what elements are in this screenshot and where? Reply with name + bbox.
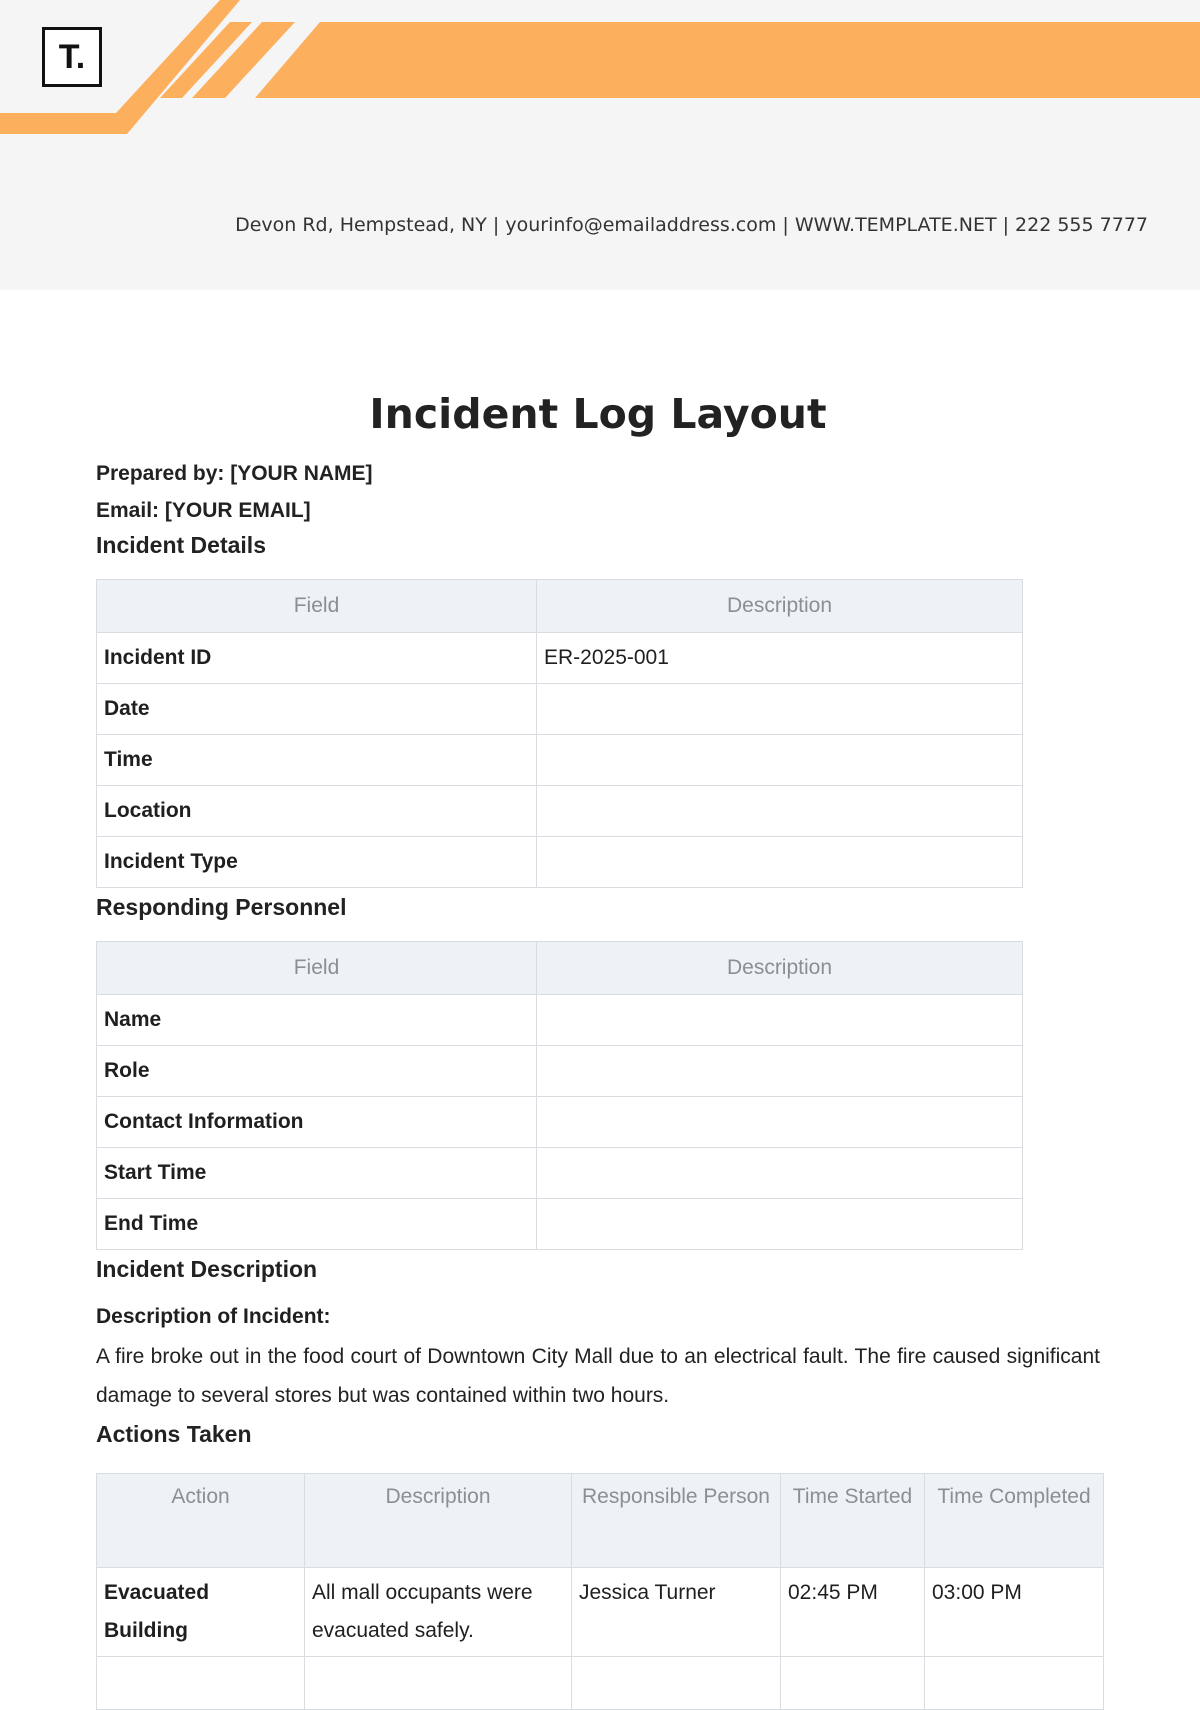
field-cell: Date <box>97 684 537 735</box>
table-header-row <box>97 580 1023 633</box>
value-cell <box>537 684 1023 735</box>
field-cell: Start Time <box>97 1148 537 1199</box>
column-header: Field <box>97 580 537 633</box>
field-cell: Role <box>97 1046 537 1097</box>
value-cell <box>537 735 1023 786</box>
time-completed-cell: 03:00 PM <box>925 1568 1104 1657</box>
value-cell <box>537 1046 1023 1097</box>
column-header: Time Completed <box>925 1474 1104 1568</box>
field-cell: Contact Information <box>97 1097 537 1148</box>
value-cell <box>537 995 1023 1046</box>
table-row <box>97 1046 1023 1097</box>
column-header: Responsible Person <box>572 1474 781 1568</box>
column-header: Field <box>97 942 537 995</box>
table-row <box>97 837 1023 888</box>
prepared-by: Prepared by: [YOUR NAME] <box>96 462 373 485</box>
value-cell <box>537 1148 1023 1199</box>
section-title-actions-taken: Actions Taken <box>96 1421 252 1447</box>
email-line: Email: [YOUR EMAIL] <box>96 499 311 522</box>
time-started-cell: 02:45 PM <box>781 1568 925 1657</box>
field-cell: Name <box>97 995 537 1046</box>
field-cell: Incident ID <box>97 633 537 684</box>
description-cell: All mall occupants were evacuated safely. <box>305 1568 572 1657</box>
table-row <box>97 786 1023 837</box>
logo <box>42 27 102 87</box>
value-cell <box>537 837 1023 888</box>
value-cell <box>537 1097 1023 1148</box>
value-cell <box>537 1199 1023 1250</box>
table-row <box>97 633 1023 684</box>
table-header-row <box>97 942 1023 995</box>
responsible-person-cell: Jessica Turner <box>572 1568 781 1657</box>
description-label: Description of Incident: <box>96 1305 331 1328</box>
document-body <box>96 390 1100 1710</box>
table-row <box>97 995 1023 1046</box>
field-cell: Incident Type <box>97 837 537 888</box>
table-row <box>97 1568 1104 1657</box>
section-title-responding-personnel: Responding Personnel <box>96 894 347 920</box>
document-title: Incident Log Layout <box>369 390 827 438</box>
table-row <box>97 1657 1104 1710</box>
column-header: Action <box>97 1474 305 1568</box>
table-row <box>97 1199 1023 1250</box>
empty-cell <box>781 1657 925 1710</box>
action-cell: Evacuated Building <box>97 1568 305 1657</box>
field-cell: Location <box>97 786 537 837</box>
field-cell: Time <box>97 735 537 786</box>
value-cell <box>537 786 1023 837</box>
table-row <box>97 684 1023 735</box>
value-cell: ER-2025-001 <box>537 633 1023 684</box>
empty-cell <box>97 1657 305 1710</box>
column-header: Description <box>305 1474 572 1568</box>
empty-cell <box>305 1657 572 1710</box>
logo-text: T. <box>58 37 86 76</box>
column-header: Time Started <box>781 1474 925 1568</box>
table-row <box>97 1097 1023 1148</box>
empty-cell <box>925 1657 1104 1710</box>
section-title-incident-description: Incident Description <box>96 1256 318 1282</box>
section-title-incident-details: Incident Details <box>96 532 266 558</box>
column-header: Description <box>537 942 1023 995</box>
field-cell: End Time <box>97 1199 537 1250</box>
table-row <box>97 735 1023 786</box>
header-stripe-main <box>255 22 1200 98</box>
incident-details-table <box>96 579 1023 888</box>
table-row <box>97 1148 1023 1199</box>
actions-table <box>96 1473 1104 1710</box>
table-header-row <box>97 1474 1104 1568</box>
header-decoration <box>0 0 1200 140</box>
empty-cell <box>572 1657 781 1710</box>
responding-personnel-table <box>96 941 1023 1250</box>
contact-info: Devon Rd, Hempstead, NY | yourinfo@emailaddress.com | WWW.TEMPLATE.NET | 222 555 7777 <box>235 214 1148 236</box>
description-text: A fire broke out in the food court of Downtown City Mall due to an electrical fault. The fire caused significant damage to several stores but was contained within two hours. <box>96 1345 1100 1407</box>
column-header: Description <box>537 580 1023 633</box>
